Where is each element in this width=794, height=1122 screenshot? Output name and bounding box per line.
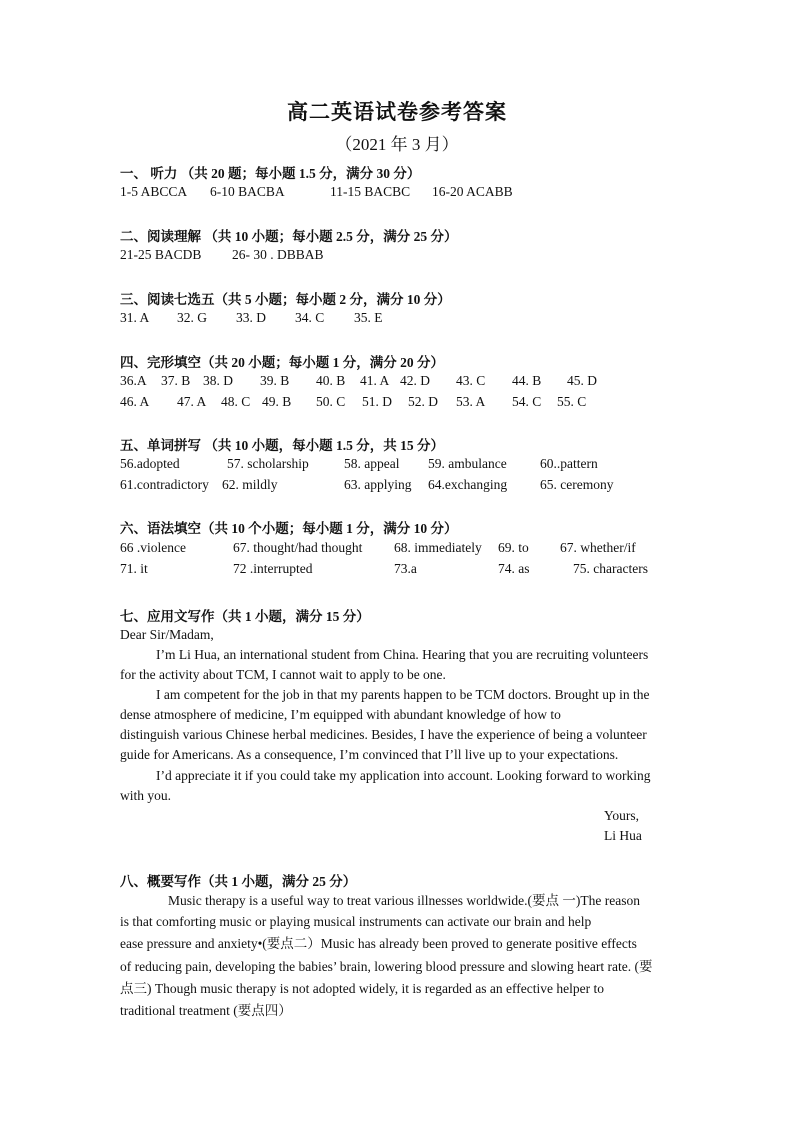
summary-line: is that comforting music or playing musical instruments can activate our brain and help	[120, 914, 592, 929]
answer-cell: 65. ceremony	[540, 477, 614, 492]
answer-cell: 67. whether/if	[560, 540, 636, 555]
answer-cell: 37. B	[161, 373, 191, 388]
answer-cell: 51. D	[362, 394, 392, 409]
answer-cell: 54. C	[512, 394, 542, 409]
answer-cell: 69. to	[498, 540, 529, 555]
summary-line: of reducing pain, developing the babies’ brain, lowering blood pressure and slowing heart rate. (要	[120, 959, 653, 974]
answer-cell: 61.contradictory	[120, 477, 209, 492]
page-subtitle: （2021 年 3 月）	[335, 135, 459, 154]
answer-cell: 31. A	[120, 310, 150, 325]
summary-line: traditional treatment (要点四）	[120, 1003, 292, 1018]
answer-cell: 47. A	[177, 394, 207, 409]
answer-cell: 72 .interrupted	[233, 561, 313, 576]
section-3-heading: 三、阅读七选五（共 5 小题；每小题 2 分，满分 10 分）	[120, 292, 451, 307]
answer-cell: 35. E	[354, 310, 383, 325]
section-5-heading: 五、单词拼写 （共 10 小题，每小题 1.5 分，共 15 分）	[120, 438, 444, 453]
answer-cell: 59. ambulance	[428, 456, 507, 471]
answer-cell: 56.adopted	[120, 456, 180, 471]
section-8-heading: 八、概要写作（共 1 小题，满分 25 分）	[120, 874, 357, 889]
letter-signature: Li Hua	[604, 828, 642, 843]
letter-line: I’m Li Hua, an international student from China. Hearing that you are recruiting volunteers	[156, 647, 649, 662]
answer-cell: 32. G	[177, 310, 207, 325]
answer-cell: 71. it	[120, 561, 148, 576]
answer-cell: 43. C	[456, 373, 486, 388]
section-1-heading: 一、 听力 （共 20 题；每小题 1.5 分，满分 30 分）	[120, 166, 421, 181]
answer-cell: 57. scholarship	[227, 456, 309, 471]
answer-cell: 60..pattern	[540, 456, 598, 471]
answer-cell: 50. C	[316, 394, 346, 409]
answer-cell: 16-20 ACABB	[432, 184, 513, 199]
answer-cell: 66 .violence	[120, 540, 186, 555]
letter-line: guide for Americans. As a consequence, I’m convinced that I’ll live up to your expectations.	[120, 747, 619, 762]
answer-cell: 33. D	[236, 310, 266, 325]
answer-cell: 11-15 BACBC	[330, 184, 411, 199]
letter-line: I am competent for the job in that my parents happen to be TCM doctors. Brought up in the	[156, 687, 650, 702]
letter-greeting: Dear Sir/Madam,	[120, 627, 214, 642]
letter-line: with you.	[120, 788, 172, 803]
page-title: 高二英语试卷参考答案	[287, 100, 507, 124]
answer-cell: 45. D	[567, 373, 597, 388]
answer-cell: 34. C	[295, 310, 325, 325]
answer-cell: 49. B	[262, 394, 292, 409]
letter-line: for the activity about TCM, I cannot wait to apply to be one.	[120, 667, 446, 682]
answer-cell: 38. D	[203, 373, 233, 388]
summary-line: ease pressure and anxiety•(要点二）Music has already been proved to generate positive effects	[120, 936, 637, 951]
answer-cell: 73.a	[394, 561, 417, 576]
answer-cell: 36.A	[120, 373, 147, 388]
answer-cell: 58. appeal	[344, 456, 400, 471]
summary-line: Music therapy is a useful way to treat various illnesses worldwide.(要点 一)The reason	[168, 893, 641, 908]
letter-line: dense atmosphere of medicine, I’m equipped with abundant knowledge of how to	[120, 707, 561, 722]
answer-cell: 62. mildly	[222, 477, 278, 492]
section-2-heading: 二、阅读理解 （共 10 小题；每小题 2.5 分，满分 25 分）	[120, 229, 458, 244]
answer-cell: 75. characters	[573, 561, 648, 576]
answer-cell: 41. A	[360, 373, 390, 388]
answer-cell: 1-5 ABCCA	[120, 184, 188, 199]
answer-cell: 21-25 BACDB	[120, 247, 202, 262]
answer-cell: 46. A	[120, 394, 150, 409]
answer-cell: 52. D	[408, 394, 438, 409]
answer-cell: 42. D	[400, 373, 430, 388]
section-6-heading: 六、语法填空（共 10 个小题；每小题 1 分，满分 10 分）	[120, 521, 458, 536]
answer-cell: 40. B	[316, 373, 346, 388]
answer-cell: 67. thought/had thought	[233, 540, 363, 555]
answer-cell: 74. as	[498, 561, 530, 576]
answer-cell: 63. applying	[344, 477, 412, 492]
summary-line: 点三) Though music therapy is not adopted widely, it is regarded as an effective helper to	[120, 981, 604, 996]
answer-cell: 26- 30 . DBBAB	[232, 247, 324, 262]
answer-cell: 39. B	[260, 373, 290, 388]
letter-line: distinguish various Chinese herbal medicines. Besides, I have the experience of being a volunteer	[120, 727, 647, 742]
letter-closing: Yours,	[604, 808, 640, 823]
answer-cell: 6-10 BACBA	[210, 184, 285, 199]
answer-cell: 53. A	[456, 394, 486, 409]
answer-cell: 55. C	[557, 394, 587, 409]
answer-cell: 48. C	[221, 394, 251, 409]
section-7-heading: 七、应用文写作（共 1 小题，满分 15 分）	[120, 609, 370, 624]
letter-line: I’d appreciate it if you could take my application into account. Looking forward to working	[156, 768, 651, 783]
answer-cell: 64.exchanging	[428, 477, 508, 492]
section-4-heading: 四、完形填空（共 20 小题；每小题 1 分，满分 20 分）	[120, 355, 444, 370]
answer-cell: 68. immediately	[394, 540, 482, 555]
answer-cell: 44. B	[512, 373, 542, 388]
